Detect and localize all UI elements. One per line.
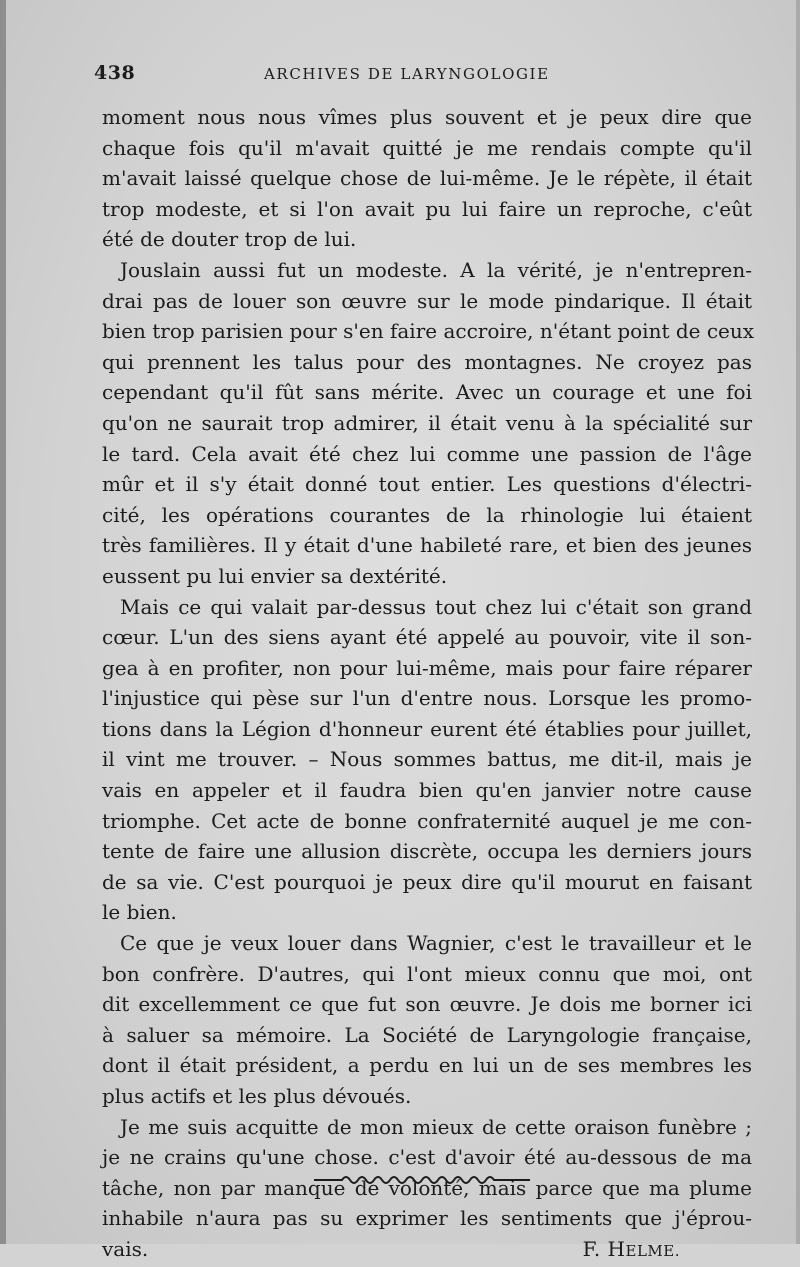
text-line: le tard. Cela avait été chez lui comme une passion de l'âge bbox=[102, 441, 752, 466]
text-line: Mais ce qui valait par-dessus tout chez lui c'était son grand bbox=[120, 594, 752, 619]
text-line: tâche, non par manque de volonté, mais parce que ma plume bbox=[102, 1175, 752, 1200]
text-line: m'avait laissé quelque chose de lui-même. Je le répète, il était bbox=[102, 166, 752, 191]
text-line: il vint me trouver. – Nous sommes battus, me dit-il, mais je bbox=[102, 747, 752, 772]
text-line: tions dans la Légion d'honneur eurent été établies pour juillet, bbox=[102, 716, 752, 741]
running-title: ARCHIVES DE LARYNGOLOGIE bbox=[264, 65, 550, 83]
final-word: vais. bbox=[102, 1236, 149, 1261]
text-line: gea à en profiter, non pour lui-même, mais pour faire réparer bbox=[102, 655, 752, 680]
text-line: Ce que je veux louer dans Wagnier, c'est le travailleur et le bbox=[120, 931, 752, 956]
text-line: de sa vie. C'est pourquoi je peux dire qu'il mourut en faisant bbox=[102, 869, 752, 894]
text-line: Je me suis acquitte de mon mieux de cette oraison funèbre ; bbox=[120, 1114, 752, 1139]
text-line: cependant qu'il fût sans mérite. Avec un courage et une foi bbox=[102, 380, 752, 405]
text-line: moment nous nous vîmes plus souvent et je peux dire que bbox=[102, 105, 752, 129]
text-line: le bien. bbox=[102, 900, 177, 925]
page-shadow-left bbox=[0, 0, 6, 1244]
text-line: dit excellemment ce que fut son œuvre. Je dois me borner ici bbox=[102, 992, 752, 1017]
text-line: drai pas de louer son œuvre sur le mode pindarique. Il était bbox=[102, 288, 752, 313]
text-line: chaque fois qu'il m'avait quitté je me rendais compte qu'il bbox=[102, 135, 752, 160]
text-line: inhabile n'aura pas su exprimer les sentiments que j'éprou- bbox=[102, 1206, 752, 1231]
text-line: bien trop parisien pour s'en faire accroire, n'étant point de ceux bbox=[102, 319, 755, 344]
text-line: qui prennent les talus pour des montagnes. Ne croyez pas bbox=[102, 349, 752, 374]
text-line: trop modeste, et si l'on avait pu lui faire un reproche, c'eût bbox=[102, 196, 752, 221]
signature-line bbox=[102, 1234, 752, 1265]
text-line: mûr et il s'y était donné tout entier. Les questions d'électri- bbox=[102, 472, 752, 497]
author-signature bbox=[583, 1234, 752, 1265]
page-shadow-right bbox=[796, 0, 800, 1244]
text-line: vais en appeler et il faudra bien qu'en janvier notre cause bbox=[102, 778, 752, 803]
text-line: très familières. Il y était d'une habileté rare, et bien des jeunes bbox=[102, 533, 752, 558]
text-line: je ne crains qu'une chose. c'est d'avoir été au-dessous de ma bbox=[102, 1145, 752, 1170]
text-line: cité, les opérations courantes de la rhinologie lui étaient bbox=[102, 502, 752, 527]
text-line: cœur. L'un des siens ayant été appelé au pouvoir, vite il son- bbox=[102, 625, 752, 650]
text-line: l'injustice qui pèse sur l'un d'entre nous. Lorsque les promo- bbox=[102, 686, 752, 711]
signature-surname: ELME. bbox=[625, 1241, 680, 1260]
signature-initial: F. H bbox=[582, 1236, 626, 1261]
text-line: Jouslain aussi fut un modeste. A la vérité, je n'entrepren- bbox=[120, 257, 752, 282]
text-line: bon confrère. D'autres, qui l'ont mieux connu que moi, ont bbox=[102, 961, 752, 986]
closing-ornament bbox=[312, 1170, 532, 1190]
text-line: tente de faire une allusion discrète, occupa les derniers jours bbox=[102, 839, 752, 864]
article-body bbox=[102, 102, 755, 1265]
text-line: plus actifs et les plus dévoués. bbox=[102, 1084, 412, 1108]
text-line: été de douter trop de lui. bbox=[102, 227, 357, 252]
text-line: à saluer sa mémoire. La Société de Laryngologie française, bbox=[102, 1022, 752, 1047]
page-number: 438 bbox=[94, 62, 136, 84]
page-header bbox=[94, 62, 754, 90]
text-line: dont il était président, a perdu en lui un de ses membres les bbox=[102, 1053, 752, 1078]
text-line: eussent pu lui envier sa dextérité. bbox=[102, 563, 448, 588]
text-line: qu'on ne saurait trop admirer, il était venu à la spécialité sur bbox=[102, 410, 752, 435]
text-line: triomphe. Cet acte de bonne confraternité auquel je me con- bbox=[102, 808, 752, 833]
